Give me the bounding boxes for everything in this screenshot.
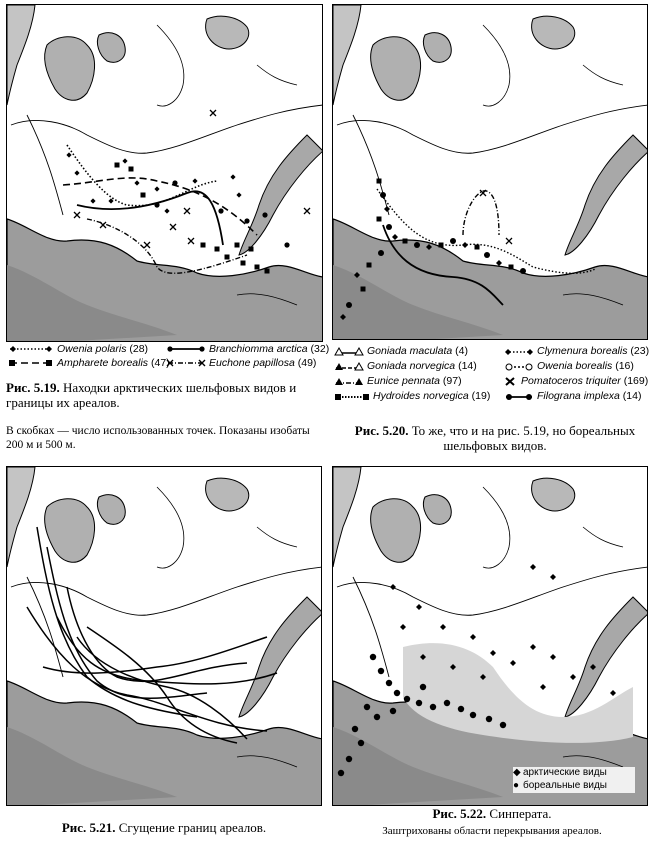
franz-josef-land [532,16,575,49]
dotted-line-diamond-symbol [8,345,54,353]
owenia-polaris-point [134,180,139,185]
caption-fig-5-20 [352,423,638,453]
boreal-species-point [470,712,476,718]
novaya-zemlya [565,135,648,255]
base-map [7,467,322,806]
boreal-point [377,179,382,184]
legend-entry [504,360,634,372]
boreal-species-point [458,706,464,712]
svalbard-island [97,495,125,525]
arctic-species-point [470,634,476,640]
ampharete-borealis-point [215,247,220,252]
arctic-species-point [610,690,616,696]
species-name: Pomatoceros triquiter [521,375,621,387]
euchone-papillosa-point [100,222,106,228]
boreal-point [462,242,468,248]
isobath-200 [337,567,648,615]
ampharete-borealis-point [235,243,240,248]
boreal-point [346,302,352,308]
boreal-species-point [500,722,506,728]
base-map [7,5,323,342]
dashdot-triangle-symbol [334,377,364,386]
map-panel-fig-5-21 [6,466,322,806]
boundary-ampharete-borealis [63,178,257,235]
caption-label: Рис. 5.20. [354,423,409,438]
euchone-papillosa-point [304,208,310,214]
arctic-species-point [570,674,576,680]
ampharete-borealis-point [115,163,120,168]
svalbard [45,499,95,563]
caption-text: Синперата. [489,806,552,821]
boreal-point [414,242,420,248]
legend-entry [334,345,468,357]
map-panel-fig-5-19 [6,4,323,342]
boreal-species-point [394,690,400,696]
caption-note-fig-5-22: Заштрихованы области перекрывания ареалов. [382,825,602,837]
owenia-polaris-point [154,186,159,191]
boreal-point [367,263,372,268]
caption-note-fig-5-19: В скобках — число использованных точек. Показаны изобаты 200 м и 500 м. [6,425,310,451]
ampharete-borealis-point [265,269,270,274]
ampharete-borealis-point [201,243,206,248]
novaya-zemlya [239,597,322,717]
isobath-200-east [583,527,623,547]
dashdot-line-cross-symbol [166,359,206,367]
map-panel-fig-5-22 [332,466,648,806]
count: (169) [623,375,649,387]
count: (32) [310,343,330,355]
boreal-species-point [390,708,396,714]
species-name: Filograna implexa [537,390,620,402]
greenland [333,5,361,105]
boreal-point [392,234,398,240]
base-map [333,467,648,806]
owenia-polaris-point [192,178,197,183]
owenia-polaris-point [164,208,169,213]
count: (16) [615,360,634,372]
arctic-species-point [440,624,446,630]
dashed-line-square-symbol [8,359,54,367]
greenland [7,5,35,105]
branchiomma-arctica-point [284,242,289,247]
branchiomma-arctica-point [218,208,223,213]
euchone-papillosa-point [188,238,194,244]
count: (47) [150,357,170,369]
isobath-200-north [483,25,510,106]
ampharete-borealis-point [129,167,134,172]
species-name: Goniada norvegica [367,360,456,372]
boreal-point [484,252,490,258]
cross-symbol [504,377,518,386]
isobath-200-north [483,487,510,568]
solid-line-dot-symbol [166,345,206,353]
species-name: Owenia borealis [537,360,613,372]
triangle-line-symbol [334,347,364,356]
legend-fig-5-19 [6,343,330,373]
boreal-species-point [374,714,380,720]
branchiomma-arctica-point [154,202,159,207]
isobath-200-east [257,65,297,85]
species-name: Ampharete borealis [57,357,149,369]
isobath-500 [353,115,389,215]
boreal-species-point [430,704,436,710]
legend-entry [504,390,641,402]
count: (28) [129,343,149,355]
boreal-point [361,287,366,292]
isobath-200 [11,567,322,615]
isobath-200-north [157,25,184,106]
arctic-species-point [550,574,556,580]
count: (19) [471,390,491,402]
dotted-diamond-symbol [504,347,534,356]
arctic-species-point [490,650,496,656]
legend-entry [513,767,635,780]
euchone-papillosa-point [184,208,190,214]
boreal-species-point [416,700,422,706]
branchiomma-arctica-point [244,218,249,223]
legend-label: бореальные виды [523,780,607,791]
boundary-eunice-pennata [463,191,499,235]
euchone-papillosa-point [74,212,80,218]
arctic-species-point [540,684,546,690]
boreal-point [496,260,502,266]
species-name: Goniada maculata [367,345,453,357]
isobath-500 [27,577,63,677]
dotted-square-symbol [334,392,370,401]
greenland [7,467,35,567]
svalbard-island [423,33,451,63]
caption-label: Рис. 5.19. [6,380,60,395]
novaya-zemlya [239,135,323,255]
count: (97) [442,375,462,387]
franz-josef-land [206,16,249,49]
ampharete-borealis-point [141,193,146,198]
diamond-icon: ◆ [513,767,521,778]
branchiomma-arctica-point [262,212,267,217]
legend-entry [504,345,649,357]
euchone-papillosa-point [170,224,176,230]
caption-label: Рис. 5.21. [61,820,116,835]
boreal-species-point [352,726,358,732]
legend-entry [513,780,635,793]
boreal-species-point [370,654,376,660]
caption-text: То же, что и на рис. 5.19, но бореальных шельфовых видов. [411,423,636,453]
svalbard [371,499,421,563]
caption-text: Находки арктических шельфовых видов и границы их ареалов. [6,380,297,410]
boreal-point [475,245,480,250]
ampharete-borealis-point [255,265,260,270]
svalbard-island [423,495,451,525]
novaya-zemlya [565,597,648,717]
boreal-point [509,265,514,270]
owenia-polaris-point [66,152,71,157]
isobath-200-east [257,527,297,547]
legend-fig-5-20 [334,345,652,417]
caption-fig-5-19 [6,380,324,410]
boreal-species-point [420,684,426,690]
species-name: Owenia polaris [57,343,127,355]
legend-entry [8,343,148,355]
legend-entry [334,360,477,372]
legend-fig-5-22 [513,767,635,793]
boreal-species-point [404,696,410,702]
owenia-polaris-point [90,198,95,203]
boreal-species-point [486,716,492,722]
svalbard [371,37,421,101]
range-boundary-line [43,637,267,673]
boreal-point [384,206,390,212]
arctic-species-point [530,564,536,570]
base-map [333,5,648,340]
species-name: Branchiomma arctica [209,343,308,355]
count: (14) [622,390,642,402]
ampharete-borealis-point [225,255,230,260]
count: (23) [630,345,650,357]
arctic-species-point [550,654,556,660]
boundary-branchiomma-arctica [77,191,223,245]
boreal-species-point [346,756,352,762]
map-fig-5-21 [7,467,322,806]
legend-entry [334,390,490,402]
dotted-circle-symbol [504,362,534,371]
boreal-point [520,268,526,274]
isobath-200 [11,105,323,153]
species-name: Hydroides norvegica [373,390,469,402]
legend-entry [166,357,316,369]
caption-text: Сгущение границ ареалов. [118,820,267,835]
map-fig-5-20 [333,5,648,340]
owenia-polaris-point [230,174,235,179]
ampharete-borealis-point [249,247,254,252]
boreal-point [377,217,382,222]
boreal-species-point [444,700,450,706]
boreal-point [403,239,408,244]
isobath-200 [337,105,648,153]
boreal-species-point [386,680,392,686]
map-fig-5-22 [333,467,648,806]
caption-fig-5-21 [6,820,322,835]
count: (49) [297,357,317,369]
map-fig-5-19 [7,5,323,342]
boreal-species-point [378,668,384,674]
arctic-species-point [400,624,406,630]
species-name: Euchone papillosa [209,357,295,369]
species-name: Eunice pennata [367,375,440,387]
count: (4) [455,345,468,357]
dashed-triangle-symbol [334,362,364,371]
arctic-species-point [416,604,422,610]
count: (14) [458,360,477,372]
caption-label: Рис. 5.22. [432,806,487,821]
legend-entry [334,375,462,387]
isobath-500 [27,115,63,215]
solid-dot-symbol [504,392,534,401]
boreal-species-point [338,770,344,776]
branchiomma-arctica-point [172,180,177,185]
euchone-papillosa-point [144,242,150,248]
legend-entry [8,357,170,369]
greenland [333,467,361,567]
legend-label: арктические виды [523,767,607,778]
arctic-species-point [530,644,536,650]
pomatoceros-triquiter-point [506,238,512,244]
svalbard [45,37,95,101]
euchone-papillosa-point [210,110,216,116]
boreal-point [450,238,456,244]
owenia-polaris-point [74,170,79,175]
arctic-species-point [510,660,516,666]
boreal-point [380,192,386,198]
caption-fig-5-22 [336,806,648,821]
arctic-species-point [390,584,396,590]
legend-entry [166,343,329,355]
svalbard-island [97,33,125,63]
isobath-200-north [157,487,184,568]
boreal-point [386,224,392,230]
boreal-point [439,243,444,248]
species-name: Clymenura borealis [537,345,628,357]
boreal-species-point [358,740,364,746]
dot-icon: ● [513,780,520,791]
legend-entry [504,375,648,387]
isobath-500 [353,577,389,677]
boreal-point [378,250,384,256]
ampharete-borealis-point [241,261,246,266]
franz-josef-land [532,478,575,511]
franz-josef-land [206,478,249,511]
owenia-polaris-point [236,192,241,197]
boreal-species-point [364,704,370,710]
map-panel-fig-5-20 [332,4,648,340]
owenia-polaris-point [122,158,127,163]
isobath-200-east [583,65,623,85]
